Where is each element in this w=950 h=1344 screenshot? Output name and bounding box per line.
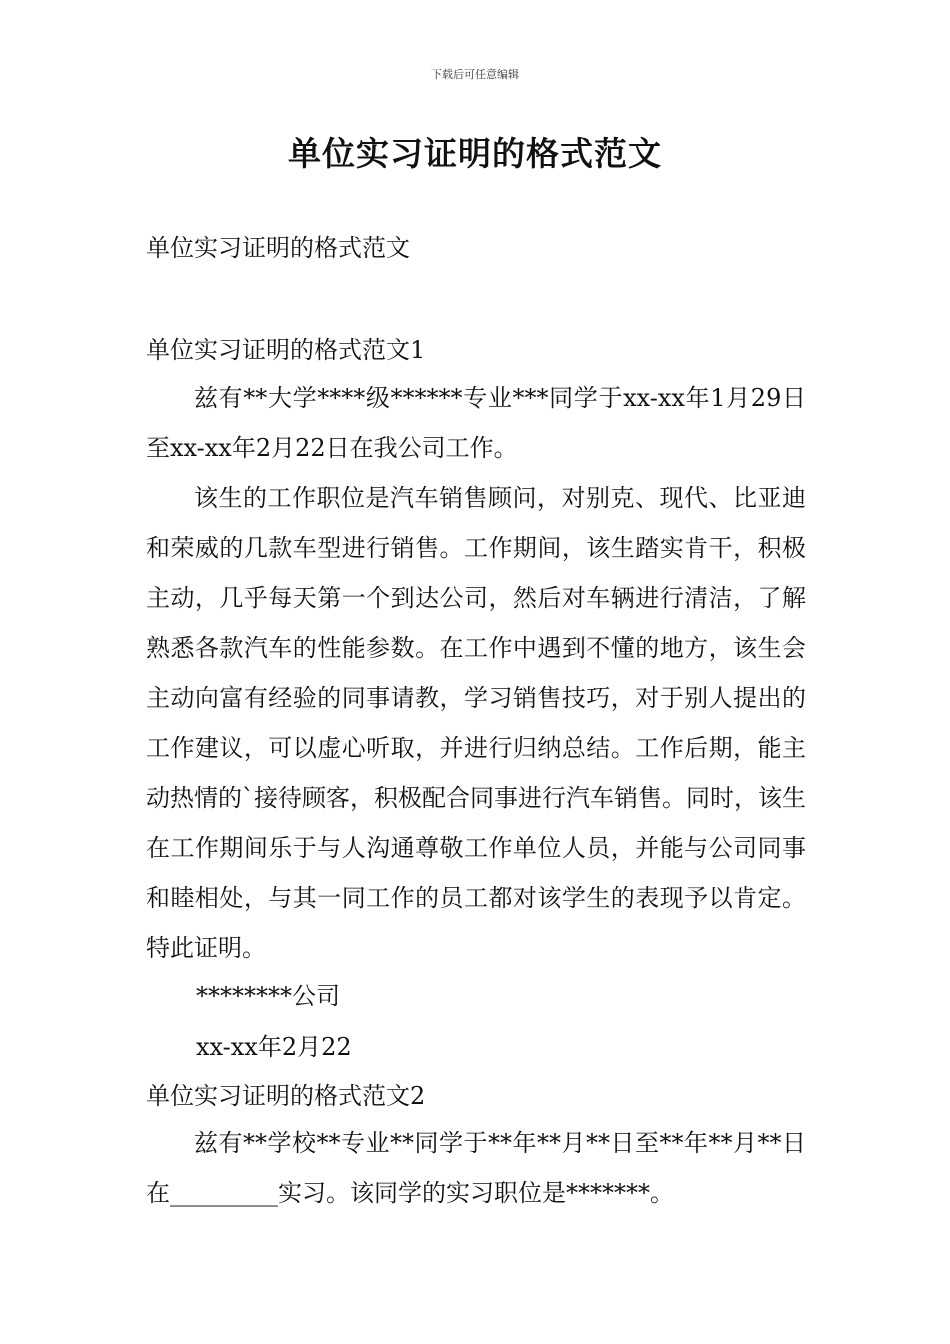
sample2-paragraph1: 兹有**学校**专业**同学于**年**月**日至**年**月**日在_________实习。该同学的实习职位是*******。: [146, 1129, 806, 1207]
document-subtitle: 单位实习证明的格式范文: [146, 234, 410, 262]
document-title: 单位实习证明的格式范文: [288, 134, 662, 173]
sample1-paragraph1: 兹有**大学****级******专业***同学于xx-xx年1月29日至xx-xx年2月22日在我公司工作。: [146, 384, 806, 462]
sample2-heading: 单位实习证明的格式范文2: [146, 1082, 426, 1110]
sample1-company: ********公司: [196, 982, 340, 1010]
sample1-date: xx-xx年2月22: [196, 1033, 352, 1061]
sample1-paragraph2: 该生的工作职位是汽车销售顾问，对别克、现代、比亚迪和荣威的几款车型进行销售。工作期间，该生踏实肯干，积极主动，几乎每天第一个到达公司，然后对车辆进行清洁，了解熟悉各款汽车的性能参数。在工作中遇到不懂的地方，该生会主动向富有经验的同事请教，学习销售技巧，对于别人提出的工作建议，可以虚心听取，并进行归纳总结。工作后期，能主动热情的`接待顾客，积极配合同事进行汽车销售。同时，该生在工作期间乐于与人沟通尊敬工作单位人员，并能与公司同事和睦相处，与其一同工作的员工都对该学生的表现予以肯定。特此证明。: [146, 484, 806, 962]
header-note: 下载后可任意编辑: [431, 68, 519, 81]
sample1-heading: 单位实习证明的格式范文1: [146, 336, 426, 364]
